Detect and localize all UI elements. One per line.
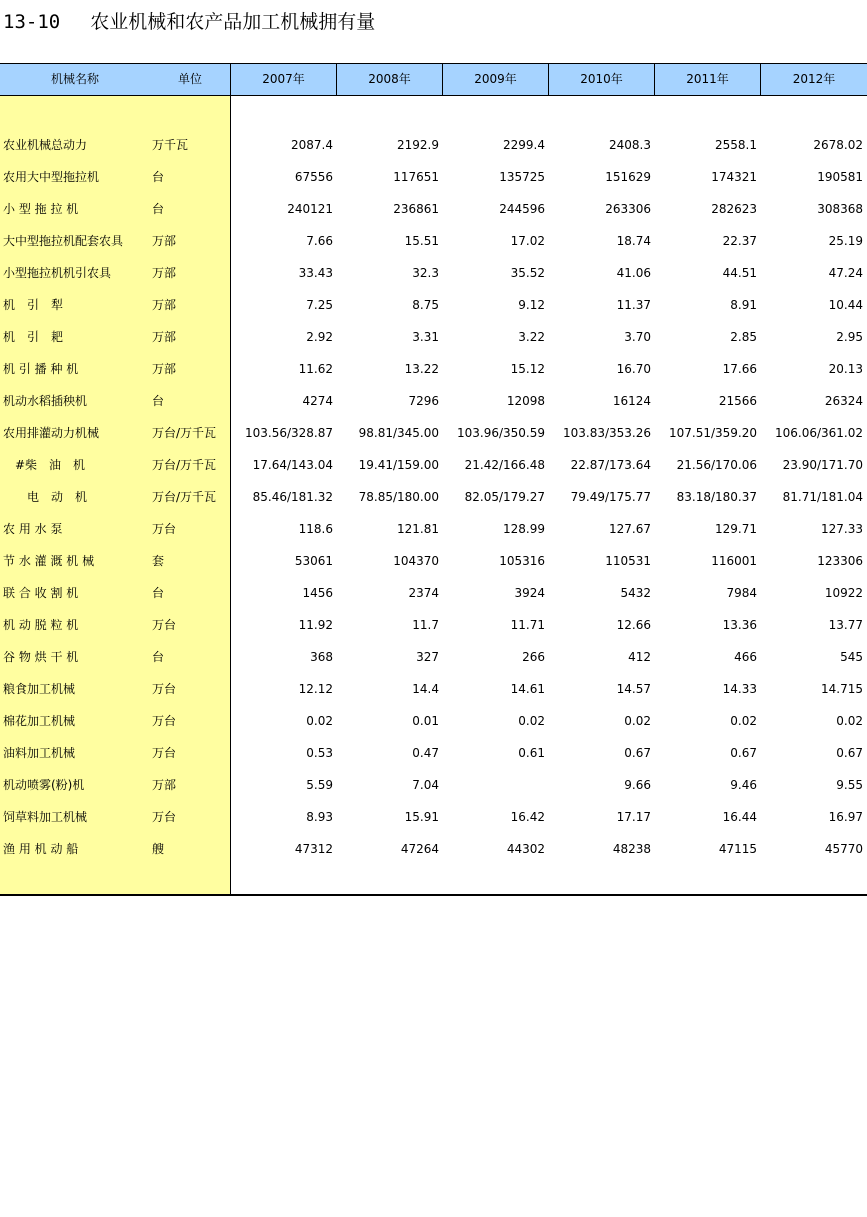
row-value: 7.04	[412, 778, 439, 792]
row-value: 16.44	[722, 810, 757, 824]
row-unit: 万部	[152, 330, 177, 344]
row-unit: 万台	[152, 746, 177, 760]
row-value: 2678.02	[813, 138, 863, 152]
row-value: 7296	[408, 394, 439, 408]
row-unit: 万台	[152, 618, 177, 632]
row-value: 47264	[400, 842, 439, 856]
row-value: 135725	[499, 170, 545, 184]
table-row	[0, 161, 867, 193]
table-bottom-rule	[0, 894, 867, 896]
row-value: 13.22	[404, 362, 439, 376]
row-value: 368	[310, 650, 333, 664]
row-unit: 万台	[152, 522, 177, 536]
row-value: 0.02	[730, 714, 757, 728]
row-name: 棉花加工机械	[3, 714, 76, 728]
row-value: 83.18/180.37	[676, 490, 757, 504]
row-value: 2087.4	[291, 138, 333, 152]
header-year: 2011年	[686, 72, 729, 86]
table-row	[0, 353, 867, 385]
row-unit: 台	[152, 650, 165, 664]
row-value: 105316	[499, 554, 545, 568]
row-value: 16124	[612, 394, 651, 408]
row-unit: 台	[152, 202, 165, 216]
row-value: 22.87/173.64	[570, 458, 651, 472]
row-value: 17.02	[510, 234, 545, 248]
row-unit: 台	[152, 394, 165, 408]
row-value: 2299.4	[503, 138, 545, 152]
row-value: 2192.9	[397, 138, 439, 152]
row-name: 机动水稻插秧机	[3, 394, 88, 408]
row-value: 104370	[393, 554, 439, 568]
header-unit: 单位	[177, 72, 202, 86]
row-value: 26324	[824, 394, 863, 408]
table-row	[0, 481, 867, 513]
row-value: 11.62	[298, 362, 333, 376]
row-value: 0.67	[730, 746, 757, 760]
row-value: 2374	[408, 586, 439, 600]
row-value: 0.67	[836, 746, 863, 760]
row-unit: 艘	[152, 842, 165, 856]
row-value: 118.6	[298, 522, 333, 536]
row-unit: 万台/万千瓦	[152, 458, 217, 472]
table-row	[0, 545, 867, 577]
row-name: #柴 油 机	[3, 458, 86, 472]
row-value: 7.25	[306, 298, 333, 312]
table-row	[0, 225, 867, 257]
row-value: 18.74	[616, 234, 651, 248]
row-value: 0.02	[836, 714, 863, 728]
table-row	[0, 705, 867, 737]
row-name: 机 引 播 种 机	[3, 362, 79, 376]
row-value: 17.17	[616, 810, 651, 824]
table-row	[0, 513, 867, 545]
row-value: 110531	[605, 554, 651, 568]
row-value: 15.91	[404, 810, 439, 824]
row-value: 48238	[612, 842, 651, 856]
row-value: 44302	[506, 842, 545, 856]
row-value: 103.56/328.87	[244, 426, 333, 440]
header-year: 2010年	[580, 72, 623, 86]
row-value: 67556	[294, 170, 333, 184]
row-value: 8.91	[730, 298, 757, 312]
row-unit: 台	[152, 586, 165, 600]
row-value: 7.66	[306, 234, 333, 248]
row-name: 农业机械总动力	[3, 138, 88, 152]
row-value: 44.51	[722, 266, 757, 280]
header-name: 机械名称	[50, 72, 99, 86]
page-title	[3, 7, 375, 34]
row-value: 9.46	[730, 778, 757, 792]
row-value: 3.31	[412, 330, 439, 344]
row-value: 123306	[817, 554, 863, 568]
row-value: 8.93	[306, 810, 333, 824]
row-value: 14.715	[821, 682, 863, 696]
row-value: 266	[522, 650, 545, 664]
row-name: 小 型 拖 拉 机	[3, 202, 79, 216]
row-value: 127.67	[609, 522, 651, 536]
row-value: 282623	[711, 202, 757, 216]
row-unit: 万台/万千瓦	[152, 426, 217, 440]
row-value: 41.06	[616, 266, 651, 280]
row-value: 17.66	[722, 362, 757, 376]
row-value: 244596	[499, 202, 545, 216]
row-value: 11.37	[616, 298, 651, 312]
row-name: 渔 用 机 动 船	[3, 842, 79, 856]
row-value: 25.19	[828, 234, 863, 248]
row-value: 107.51/359.20	[668, 426, 757, 440]
row-value: 12.66	[616, 618, 651, 632]
row-value: 121.81	[397, 522, 439, 536]
table-row	[0, 769, 867, 801]
row-value: 263306	[605, 202, 651, 216]
row-value: 22.37	[722, 234, 757, 248]
row-value: 174321	[711, 170, 757, 184]
row-unit: 万部	[152, 778, 177, 792]
table-row	[0, 801, 867, 833]
row-value: 53061	[294, 554, 333, 568]
row-value: 21.42/166.48	[464, 458, 545, 472]
row-value: 47.24	[828, 266, 863, 280]
table-row	[0, 193, 867, 225]
row-value: 327	[416, 650, 439, 664]
row-value: 545	[840, 650, 863, 664]
row-value: 13.77	[828, 618, 863, 632]
row-value: 3.70	[624, 330, 651, 344]
row-value: 2408.3	[609, 138, 651, 152]
row-unit: 万台	[152, 810, 177, 824]
row-value: 33.43	[298, 266, 333, 280]
row-value: 5432	[620, 586, 651, 600]
row-value: 240121	[287, 202, 333, 216]
row-value	[445, 769, 545, 801]
row-value: 10922	[824, 586, 863, 600]
table-row	[0, 641, 867, 673]
row-unit: 套	[152, 554, 165, 568]
row-value: 151629	[605, 170, 651, 184]
row-value: 2.85	[730, 330, 757, 344]
row-value: 23.90/171.70	[782, 458, 863, 472]
row-value: 412	[628, 650, 651, 664]
row-value: 308368	[817, 202, 863, 216]
row-value: 0.02	[518, 714, 545, 728]
table-row	[0, 129, 867, 161]
row-name: 电 动 机	[3, 490, 88, 504]
row-value: 117651	[393, 170, 439, 184]
row-value: 78.85/180.00	[358, 490, 439, 504]
row-value: 16.42	[510, 810, 545, 824]
row-unit: 万部	[152, 298, 177, 312]
row-value: 12098	[506, 394, 545, 408]
row-value: 0.67	[624, 746, 651, 760]
row-name: 机 引 犁	[3, 298, 64, 312]
row-value: 103.83/353.26	[562, 426, 651, 440]
table-title: 农业机械和农产品加工机械拥有量	[90, 11, 376, 33]
table-row	[0, 577, 867, 609]
row-name: 小型拖拉机机引农具	[3, 266, 112, 280]
row-value: 21.56/170.06	[676, 458, 757, 472]
row-value: 35.52	[510, 266, 545, 280]
table-number: 13-10	[3, 11, 61, 33]
table-row	[0, 385, 867, 417]
row-value: 3924	[514, 586, 545, 600]
row-unit: 万台	[152, 714, 177, 728]
row-value: 116001	[711, 554, 757, 568]
row-value: 14.4	[412, 682, 439, 696]
row-value: 2558.1	[715, 138, 757, 152]
table-row	[0, 673, 867, 705]
row-value: 11.7	[412, 618, 439, 632]
row-value: 106.06/361.02	[774, 426, 863, 440]
row-value: 103.96/350.59	[456, 426, 545, 440]
row-value: 0.02	[306, 714, 333, 728]
row-name: 大中型拖拉机配套农具	[3, 234, 124, 248]
row-value: 8.75	[412, 298, 439, 312]
row-value: 47312	[294, 842, 333, 856]
row-value: 2.95	[836, 330, 863, 344]
table-row	[0, 417, 867, 449]
row-name: 机 动 脱 粒 机	[3, 618, 79, 632]
row-value: 19.41/159.00	[358, 458, 439, 472]
table-row	[0, 737, 867, 769]
row-value: 9.12	[518, 298, 545, 312]
row-value: 14.33	[722, 682, 757, 696]
row-value: 10.44	[828, 298, 863, 312]
table-row	[0, 257, 867, 289]
row-unit: 万台/万千瓦	[152, 490, 217, 504]
row-value: 2.92	[306, 330, 333, 344]
table-row	[0, 449, 867, 481]
row-value: 3.22	[518, 330, 545, 344]
row-name: 联 合 收 割 机	[3, 586, 79, 600]
row-value: 128.99	[503, 522, 545, 536]
row-value: 236861	[393, 202, 439, 216]
row-value: 0.01	[412, 714, 439, 728]
row-name: 节 水 灌 溉 机 械	[3, 554, 95, 568]
row-name: 粮食加工机械	[3, 682, 76, 696]
row-value: 0.53	[306, 746, 333, 760]
header-year: 2007年	[262, 72, 305, 86]
row-name: 农用大中型拖拉机	[3, 170, 100, 184]
row-value: 127.33	[821, 522, 863, 536]
row-value: 7984	[726, 586, 757, 600]
row-unit: 万部	[152, 234, 177, 248]
row-name: 谷 物 烘 干 机	[3, 650, 79, 664]
row-value: 85.46/181.32	[252, 490, 333, 504]
row-value: 16.70	[616, 362, 651, 376]
row-unit: 万部	[152, 362, 177, 376]
row-value: 98.81/345.00	[358, 426, 439, 440]
row-value: 1456	[302, 586, 333, 600]
row-value: 81.71/181.04	[782, 490, 863, 504]
row-value: 190581	[817, 170, 863, 184]
header-year: 2009年	[474, 72, 517, 86]
row-value: 14.61	[510, 682, 545, 696]
row-value: 0.02	[624, 714, 651, 728]
row-name: 农 用 水 泵	[3, 522, 63, 536]
row-value: 15.51	[404, 234, 439, 248]
table-row	[0, 321, 867, 353]
row-value: 9.66	[624, 778, 651, 792]
row-value: 4274	[302, 394, 333, 408]
table-row	[0, 833, 867, 865]
row-value: 5.59	[306, 778, 333, 792]
row-unit: 万部	[152, 266, 177, 280]
row-value: 9.55	[836, 778, 863, 792]
row-name: 机动喷雾(粉)机	[3, 778, 85, 792]
row-name: 饲草料加工机械	[3, 810, 88, 824]
row-value: 14.57	[616, 682, 651, 696]
row-value: 16.97	[828, 810, 863, 824]
row-value: 82.05/179.27	[464, 490, 545, 504]
row-name: 机 引 耙	[3, 330, 64, 344]
row-value: 13.36	[722, 618, 757, 632]
row-unit: 万千瓦	[152, 138, 189, 152]
table-header	[0, 63, 867, 96]
row-value: 20.13	[828, 362, 863, 376]
row-value: 45770	[824, 842, 863, 856]
row-value: 12.12	[298, 682, 333, 696]
row-value: 0.61	[518, 746, 545, 760]
row-value: 21566	[718, 394, 757, 408]
row-value: 15.12	[510, 362, 545, 376]
row-unit: 台	[152, 170, 165, 184]
table-row	[0, 609, 867, 641]
row-value: 47115	[718, 842, 757, 856]
row-value: 11.92	[298, 618, 333, 632]
row-value: 32.3	[412, 266, 439, 280]
header-year: 2012年	[792, 72, 836, 86]
row-value: 17.64/143.04	[252, 458, 333, 472]
row-name: 油料加工机械	[3, 746, 76, 760]
row-unit: 万台	[152, 682, 177, 696]
row-value: 466	[734, 650, 757, 664]
row-value: 0.47	[412, 746, 439, 760]
table-row	[0, 289, 867, 321]
row-value: 79.49/175.77	[570, 490, 651, 504]
header-year: 2008年	[368, 72, 411, 86]
row-name: 农用排灌动力机械	[3, 426, 100, 440]
row-value: 11.71	[510, 618, 545, 632]
row-value: 129.71	[715, 522, 757, 536]
